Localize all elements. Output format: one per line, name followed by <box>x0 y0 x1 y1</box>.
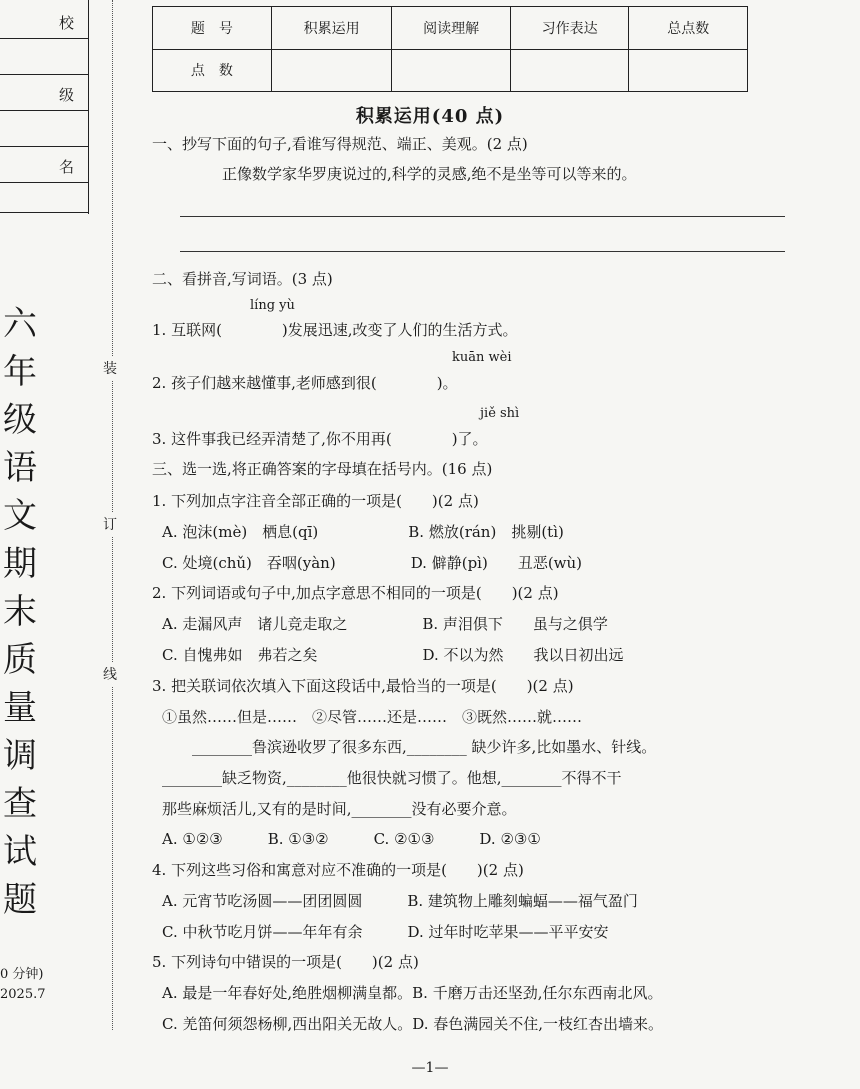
binding-mark-xian: 线 <box>103 662 117 686</box>
header-cell: 习作表达 <box>510 7 629 50</box>
q3-line: C. 处境(chǔ) 吞咽(yàn) D. 僻静(pì) 丑恶(wù) <box>162 554 583 572</box>
q3-line: 1. 下列加点字注音全部正确的一项是( )(2 点) <box>152 492 479 510</box>
name-row <box>0 146 88 183</box>
title-char: 语 <box>3 448 37 488</box>
q1-sentence: 正像数学家华罗庚说过的,科学的灵感,绝不是坐等可以等来的。 <box>222 165 637 183</box>
title-char: 试 <box>3 832 37 872</box>
school-row <box>0 0 88 39</box>
q3-line: C. 羌笛何须怨杨柳,西出阳关无故人。D. 春色满园关不住,一枝红杏出墙来。 <box>162 1015 664 1033</box>
row-label-cell: 点 数 <box>153 49 272 92</box>
score-table-header-row <box>153 7 748 50</box>
header-cell: 总点数 <box>629 7 748 50</box>
pinyin-hint: kuān wèi <box>452 350 512 365</box>
class-label: 级 <box>58 86 74 104</box>
score-cell[interactable] <box>629 49 748 92</box>
q3-line: C. 中秋节吃月饼——年年有余 D. 过年时吃苹果——平平安安 <box>162 923 609 941</box>
q3-line: ________鲁滨逊收罗了很多东西,________ 缺少许多,比如墨水、针线。 <box>162 738 657 756</box>
title-char: 查 <box>3 784 37 824</box>
header-cell: 阅读理解 <box>392 7 511 50</box>
q3-line: 4. 下列这些习俗和寓意对应不准确的一项是( )(2 点) <box>152 861 524 879</box>
title-char: 期 <box>3 544 37 584</box>
section-title: 积累运用(40 点) <box>355 106 505 127</box>
pinyin-hint: líng yù <box>250 298 295 313</box>
title-char: 六 <box>3 304 37 344</box>
time-text: 0 分钟) <box>0 967 44 982</box>
q3-line: A. 元宵节吃汤圆——团团圆圆 B. 建筑物上雕刻蝙蝠——福气盈门 <box>162 892 638 910</box>
exam-time-note <box>0 965 46 1005</box>
q3-line: 3. 把关联词依次填入下面这段话中,最恰当的一项是( )(2 点) <box>152 677 574 695</box>
score-table <box>152 6 748 92</box>
q3-line: ①虽然……但是…… ②尽管……还是…… ③既然……就…… <box>162 708 583 726</box>
q3-line: A. ①②③ B. ①③② C. ②①③ D. ②③① <box>162 830 541 848</box>
title-char: 题 <box>3 880 37 920</box>
q2-prompt: 二、看拼音,写词语。(3 点) <box>152 270 333 288</box>
q3-line: A. 泡沫(mè) 栖息(qī) B. 燃放(rán) 挑剔(tì) <box>162 523 564 541</box>
binding-mark-ding: 订 <box>103 512 117 536</box>
q3-line: 那些麻烦活儿,又有的是时间,________没有必要介意。 <box>162 800 517 818</box>
header-cell: 题 号 <box>153 7 272 50</box>
q3-line: A. 最是一年春好处,绝胜烟柳满皇都。B. 千磨万击还坚劲,任尔东西南北风。 <box>162 984 663 1002</box>
score-table-points-row <box>153 49 748 92</box>
title-char: 级 <box>3 400 37 440</box>
score-cell[interactable] <box>271 49 391 92</box>
q3-line: 2. 下列词语或句子中,加点字意思不相同的一项是( )(2 点) <box>152 584 559 602</box>
title-char: 调 <box>3 736 37 776</box>
pinyin-hint: jiě shì <box>480 406 520 421</box>
exam-vertical-title <box>0 300 40 924</box>
blank-row <box>0 38 88 75</box>
q1-prompt: 一、抄写下面的句子,看谁写得规范、端正、美观。(2 点) <box>152 135 528 153</box>
page-number: —1— <box>411 1060 449 1076</box>
q2-item: 1. 互联网( )发展迅速,改变了人们的生活方式。 <box>152 321 518 339</box>
writing-line[interactable] <box>180 251 785 252</box>
title-char: 质 <box>3 640 37 680</box>
q2-item: 3. 这件事我已经弄清楚了,你不用再( )了。 <box>152 430 488 448</box>
q3-line: A. 走漏风声 诸儿竞走取之 B. 声泪俱下 虽与之俱学 <box>162 615 608 633</box>
score-cell[interactable] <box>392 49 511 92</box>
q2-item: 2. 孩子们越来越懂事,老师感到很( )。 <box>152 374 458 392</box>
q3-line: C. 自愧弗如 弗若之矣 D. 不以为然 我以日初出远 <box>162 646 624 664</box>
school-label: 校 <box>58 14 74 32</box>
score-cell[interactable] <box>510 49 629 92</box>
title-char: 量 <box>3 688 37 728</box>
name-label: 名 <box>58 158 74 176</box>
title-char: 年 <box>3 352 37 392</box>
q3-line: ________缺乏物资,________他很快就习惯了。他想,________不得不干 <box>162 769 622 787</box>
blank-row <box>0 182 88 213</box>
date-text: 2025.7 <box>0 987 46 1002</box>
binding-mark-zhuang: 装 <box>103 356 117 380</box>
title-char: 文 <box>3 496 37 536</box>
q3-prompt: 三、选一选,将正确答案的字母填在括号内。(16 点) <box>152 460 493 478</box>
writing-line[interactable] <box>180 216 785 217</box>
header-cell: 积累运用 <box>271 7 391 50</box>
q3-line: 5. 下列诗句中错误的一项是( )(2 点) <box>152 953 419 971</box>
title-char: 末 <box>3 592 37 632</box>
